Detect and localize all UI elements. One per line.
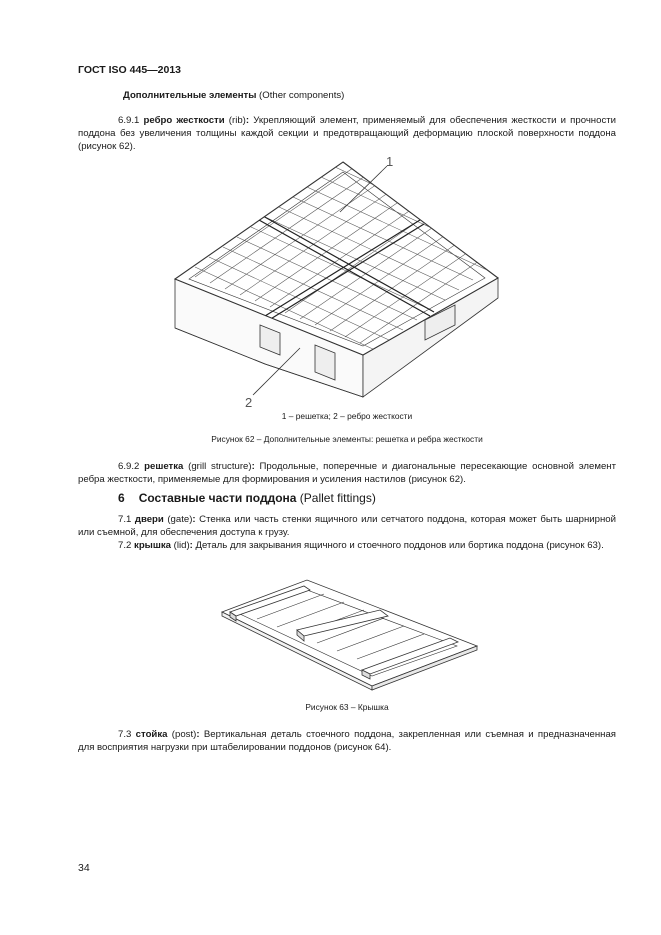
colon: : (192, 514, 196, 525)
section-english: (Pallet fittings) (296, 491, 376, 505)
figure-62-legend: 1 – решетка; 2 – ребро жесткости (281, 411, 413, 421)
definition-text: Укрепляющий элемент, применяемый для обеспечения жесткости и прочности поддона без увеличения толщины каждой секции и предотвращающий деформацию плоской поверхности поддона (рисунок 62). (78, 115, 616, 152)
figure-62-label-2: 2 (245, 395, 253, 410)
clause-number: 7.2 (118, 540, 135, 551)
figure-62-caption: Рисунок 62 – Дополнительные элементы: решетка и ребра жесткости (211, 434, 483, 444)
paragraph-6-9-2 (78, 460, 616, 486)
clause-number: 7.1 (118, 514, 135, 525)
subheading-term: Дополнительные элементы (123, 90, 257, 101)
term-english: (post) (167, 729, 197, 740)
definition-text: Вертикальная деталь стоечного поддона, закрепленная или съемная и предназначенная для восприятия нагрузки при штабелировании поддонов (рисунок 64). (78, 729, 616, 753)
term-english: (lid) (171, 540, 190, 551)
definition-text: Деталь для закрывания ящичного и стоечного поддонов или бортика поддона (рисунок 63). (192, 540, 604, 551)
term-english: (gate) (163, 514, 193, 525)
figure-62-pallet-drawing (165, 150, 510, 412)
colon: : (245, 115, 250, 126)
term: крышка (134, 540, 172, 551)
document-header: ГОСТ ISO 445—2013 (78, 64, 182, 76)
term: двери (134, 514, 164, 525)
colon: : (251, 461, 255, 472)
term: стойка (135, 729, 168, 740)
page-number: 34 (78, 862, 90, 874)
figure-63-caption: Рисунок 63 – Крышка (305, 702, 389, 712)
figure-63-lid-drawing (212, 572, 480, 694)
paragraph-6-9-1 (78, 114, 616, 153)
term: ребро жесткости (143, 115, 225, 126)
term-english: (rib) (224, 115, 246, 126)
clause-number: 7.3 (118, 729, 136, 740)
colon: : (189, 540, 193, 551)
colon: : (196, 729, 200, 740)
subheading-english: (Other components) (256, 90, 345, 101)
definition-text: Стенка или часть стенки ящичного или сетчатого поддона, которая может быть шарнирной или съемной, для обеспечения доступа к грузу. (78, 514, 616, 538)
section-title: Составные части поддона (138, 491, 297, 505)
paragraph-7-1 (78, 513, 616, 539)
figure-62-label-1: 1 (386, 154, 394, 169)
clause-number: 6.9.1 (118, 115, 144, 126)
paragraph-7-3 (78, 728, 616, 754)
section-number: 6 (118, 491, 125, 505)
definition-text: Продольные, поперечные и диагональные пересекающие основной элемент ребра жесткости, применяемые для формирования и усиления настилов (рисунок 62). (78, 461, 616, 485)
subheading (123, 89, 344, 102)
paragraph-7-2 (78, 539, 616, 552)
clause-number: 6.9.2 (118, 461, 145, 472)
term: решетка (144, 461, 184, 472)
term-english: (grill structure) (183, 461, 252, 472)
section-6-heading (118, 491, 376, 505)
